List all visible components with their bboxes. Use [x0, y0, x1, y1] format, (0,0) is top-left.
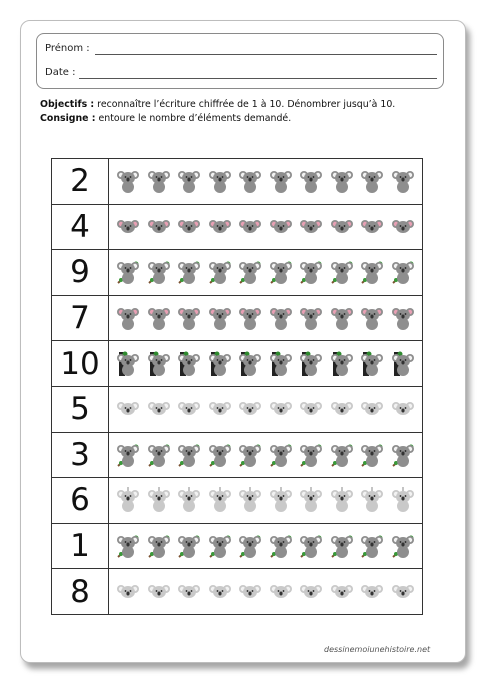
koala-icon[interactable] [330, 259, 354, 285]
koala-icon[interactable] [147, 487, 171, 513]
koala-icon[interactable] [330, 533, 354, 559]
koala-icon[interactable] [238, 305, 262, 331]
prenom-label: Prénom : [45, 43, 90, 54]
koala-icon[interactable] [177, 351, 201, 377]
koala-icon[interactable] [116, 396, 140, 422]
target-number: 4 [52, 204, 109, 250]
koala-icon[interactable] [208, 168, 232, 194]
koala-icon[interactable] [116, 305, 140, 331]
koala-icon[interactable] [360, 442, 384, 468]
target-number: 9 [52, 250, 109, 296]
koala-icon[interactable] [391, 487, 415, 513]
koala-icon[interactable] [116, 487, 140, 513]
koala-icon[interactable] [360, 305, 384, 331]
koala-row [109, 295, 423, 341]
koala-icon[interactable] [116, 442, 140, 468]
koala-icon[interactable] [391, 579, 415, 605]
koala-icon[interactable] [330, 305, 354, 331]
koala-icon[interactable] [391, 259, 415, 285]
target-number: 10 [52, 341, 109, 387]
koala-icon[interactable] [208, 305, 232, 331]
koala-icon[interactable] [299, 442, 323, 468]
koala-icon[interactable] [360, 351, 384, 377]
koala-icon[interactable] [391, 396, 415, 422]
counting-table [51, 158, 423, 615]
koala-icon[interactable] [147, 579, 171, 605]
koala-icon[interactable] [391, 351, 415, 377]
koala-icon[interactable] [330, 579, 354, 605]
table-row [52, 523, 423, 569]
koala-row [109, 569, 423, 615]
table-row [52, 569, 423, 615]
koala-icon[interactable] [360, 396, 384, 422]
koala-icon[interactable] [299, 487, 323, 513]
koala-icon[interactable] [147, 533, 171, 559]
koala-icon[interactable] [208, 442, 232, 468]
koala-icon[interactable] [330, 351, 354, 377]
target-number: 7 [52, 295, 109, 341]
koala-icon[interactable] [360, 168, 384, 194]
target-number: 8 [52, 569, 109, 615]
table-row [52, 250, 423, 296]
koala-icon[interactable] [147, 442, 171, 468]
koala-icon[interactable] [269, 396, 293, 422]
consigne-label: Consigne : [40, 113, 96, 124]
objectifs-text: reconnaître l’écriture chiffrée de 1 à 10. Dénombrer jusqu’à 10. [94, 99, 396, 110]
objectifs-label: Objectifs : [40, 99, 95, 110]
koala-icon[interactable] [147, 214, 171, 240]
koala-icon[interactable] [360, 579, 384, 605]
koala-icon[interactable] [116, 259, 140, 285]
koala-icon[interactable] [116, 168, 140, 194]
date-label: Date : [45, 67, 76, 78]
koala-icon[interactable] [269, 533, 293, 559]
koala-icon[interactable] [299, 214, 323, 240]
koala-icon[interactable] [238, 533, 262, 559]
table-row [52, 159, 423, 205]
target-number: 5 [52, 386, 109, 432]
koala-icon[interactable] [177, 305, 201, 331]
consigne-text: entoure le nombre d’éléments demandé. [95, 113, 292, 124]
koala-icon[interactable] [269, 305, 293, 331]
table-row [52, 341, 423, 387]
koala-icon[interactable] [177, 214, 201, 240]
koala-icon[interactable] [391, 442, 415, 468]
target-number: 6 [52, 478, 109, 524]
koala-icon[interactable] [330, 396, 354, 422]
name-date-box [36, 33, 444, 89]
koala-icon[interactable] [299, 351, 323, 377]
target-number: 1 [52, 523, 109, 569]
table-row [52, 204, 423, 250]
koala-icon[interactable] [299, 396, 323, 422]
koala-icon[interactable] [177, 396, 201, 422]
instructions [40, 98, 395, 126]
koala-row [109, 523, 423, 569]
koala-icon[interactable] [116, 214, 140, 240]
koala-icon[interactable] [269, 351, 293, 377]
koala-icon[interactable] [391, 305, 415, 331]
koala-icon[interactable] [208, 351, 232, 377]
koala-icon[interactable] [360, 214, 384, 240]
koala-icon[interactable] [269, 168, 293, 194]
koala-row [109, 478, 423, 524]
koala-icon[interactable] [208, 214, 232, 240]
koala-row [109, 432, 423, 478]
koala-icon[interactable] [177, 579, 201, 605]
koala-icon[interactable] [147, 351, 171, 377]
koala-icon[interactable] [269, 214, 293, 240]
koala-icon[interactable] [116, 579, 140, 605]
koala-icon[interactable] [177, 168, 201, 194]
koala-icon[interactable] [360, 487, 384, 513]
koala-icon[interactable] [299, 579, 323, 605]
koala-icon[interactable] [299, 533, 323, 559]
koala-icon[interactable] [147, 305, 171, 331]
koala-icon[interactable] [330, 214, 354, 240]
koala-icon[interactable] [147, 396, 171, 422]
koala-icon[interactable] [330, 442, 354, 468]
koala-icon[interactable] [177, 487, 201, 513]
koala-row [109, 341, 423, 387]
koala-icon[interactable] [269, 579, 293, 605]
koala-icon[interactable] [208, 259, 232, 285]
koala-icon[interactable] [360, 259, 384, 285]
koala-icon[interactable] [147, 259, 171, 285]
koala-icon[interactable] [238, 351, 262, 377]
koala-icon[interactable] [147, 168, 171, 194]
koala-icon[interactable] [391, 214, 415, 240]
koala-icon[interactable] [208, 396, 232, 422]
table-row [52, 295, 423, 341]
footer-site: dessinemoiunehistoire.net [324, 645, 431, 654]
koala-icon[interactable] [238, 259, 262, 285]
koala-icon[interactable] [299, 168, 323, 194]
koala-icon[interactable] [238, 579, 262, 605]
koala-icon[interactable] [238, 442, 262, 468]
koala-icon[interactable] [177, 533, 201, 559]
koala-row [109, 386, 423, 432]
koala-icon[interactable] [238, 396, 262, 422]
koala-icon[interactable] [299, 259, 323, 285]
koala-icon[interactable] [238, 487, 262, 513]
table-row [52, 386, 423, 432]
koala-icon[interactable] [177, 442, 201, 468]
koala-row [109, 250, 423, 296]
koala-icon[interactable] [391, 533, 415, 559]
koala-icon[interactable] [269, 442, 293, 468]
table-row [52, 478, 423, 524]
koala-row [109, 159, 423, 205]
date-line [79, 78, 437, 79]
koala-icon[interactable] [208, 579, 232, 605]
koala-icon[interactable] [208, 487, 232, 513]
koala-row [109, 204, 423, 250]
koala-icon[interactable] [330, 487, 354, 513]
target-number: 3 [52, 432, 109, 478]
koala-icon[interactable] [238, 214, 262, 240]
koala-icon[interactable] [208, 533, 232, 559]
koala-icon[interactable] [116, 351, 140, 377]
target-number: 2 [52, 159, 109, 205]
table-row [52, 432, 423, 478]
koala-icon[interactable] [177, 259, 201, 285]
koala-icon[interactable] [360, 533, 384, 559]
koala-icon[interactable] [269, 259, 293, 285]
koala-icon[interactable] [238, 168, 262, 194]
koala-icon[interactable] [391, 168, 415, 194]
prenom-line [95, 54, 437, 55]
koala-icon[interactable] [269, 487, 293, 513]
koala-icon[interactable] [299, 305, 323, 331]
koala-icon[interactable] [330, 168, 354, 194]
koala-icon[interactable] [116, 533, 140, 559]
